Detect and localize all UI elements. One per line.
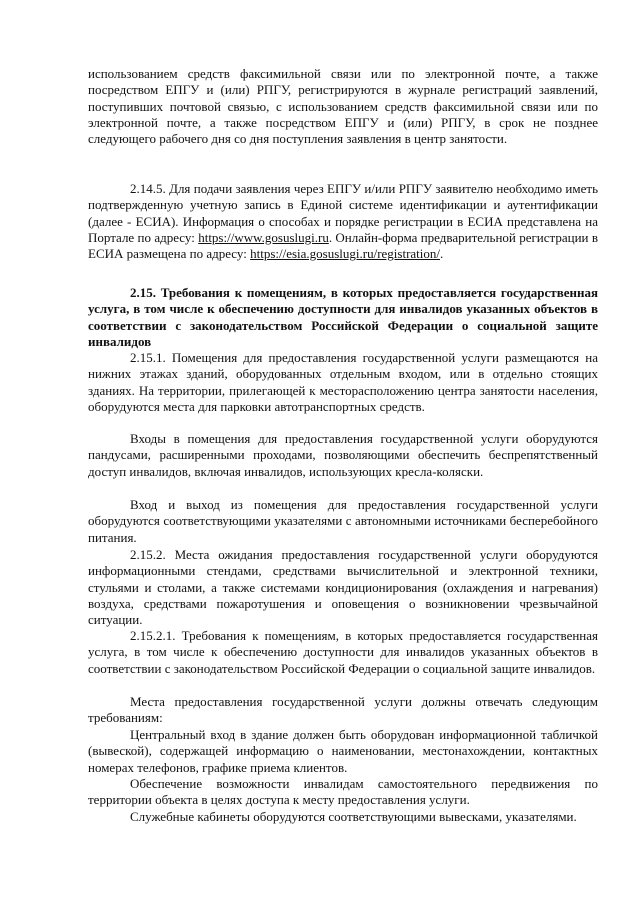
paragraph-2-15-1: 2.15.1. Помещения для предоставления государственной услуги размещаются на нижних этажах зданий, оборудованных отдельным входом, или в отдельно стоящих зданиях. На территории, прилегающей к месторасположению центра занятости населения, оборудуются места для парковки автотранспортных средств. xyxy=(88,350,598,414)
paragraph-service-offices: Служебные кабинеты оборудуются соответствующими вывесками, указателями. xyxy=(130,809,577,824)
esia-registration-link[interactable]: https://esia.gosuslugi.ru/registration/ xyxy=(250,246,441,262)
paragraph-entrances: Входы в помещения для предоставления государственной услуги оборудуются пандусами, расширенными проходами, позволяющими обеспечить беспрепятственный доступ инвалидов, включая инвалидов, использующих кресла-коляски. xyxy=(88,431,598,479)
paragraph-2-15-2-1: 2.15.2.1. Требования к помещениям, в которых предоставляется государственная услуга, в том числе к обеспечению доступности для инвалидов указанных объектов в соответствии с законодательством Российской Федерации о социальной защите инвалидов. xyxy=(88,628,598,676)
paragraph-2-15-2: 2.15.2. Места ожидания предоставления государственной услуги оборудуются информационными стендами, средствами вычислительной и электронной техники, стульями и столами, а также системами кондиционирования (охлаждения и нагревания) воздуха, средствами пожаротушения и оповещения о возникновении чрезвычайной ситуации. xyxy=(88,547,598,628)
paragraph-requirements-intro: Места предоставления государственной услуги должны отвечать следующим требованиям: xyxy=(88,694,598,726)
paragraph-independent-movement: Обеспечение возможности инвалидам самостоятельного передвижения по территории объекта в целях доступа к месту предоставления услуги. xyxy=(88,776,598,808)
paragraph-2-14-5: 2.14.5. Для подачи заявления через ЕПГУ и/или РПГУ заявителю необходимо иметь подтвержденную учетную запись в Единой системе идентификации и аутентификации (далее - ЕСИА). Информация о способах и порядке регистрации в ЕСИА представлена на Портале по адресу: https://www.gosuslugi.ru. Онлайн-форма предварительной регистрации в ЕСИА размещена по адресу: https://esia.gosuslugi.ru/registration/. xyxy=(88,181,598,262)
paragraph-entry-exit: Вход и выход из помещения для предоставления государственной услуги оборудуются соответствующими указателями с автономными источниками бесперебойного питания. xyxy=(88,497,598,545)
gosuslugi-link[interactable]: https://www.gosuslugi.ru xyxy=(198,229,329,245)
paragraph-continuation: использованием средств факсимильной связи или по электронной почте, а также посредством ЕПГУ и (или) РПГУ, регистрируются в журнале регистраций заявлений, поступивших почтовой связью, с использованием средств факсимильной связи или по электронной почте, а также посредством ЕПГУ и (или) РПГУ, в срок не позднее следующего рабочего дня со дня поступления заявления в центр занятости. xyxy=(88,66,598,147)
paragraph-central-entrance: Центральный вход в здание должен быть оборудован информационной табличкой (вывеской), содержащей информацию о наименовании, местонахождении, контактных номерах телефонов, графике приема клиентов. xyxy=(88,727,598,775)
section-heading-2-15: 2.15. Требования к помещениям, в которых предоставляется государственная услуга, в том числе к обеспечению доступности для инвалидов указанных объектов в соответствии с законодательством Российской Федерации о социальной защите инвалидов xyxy=(88,285,598,349)
